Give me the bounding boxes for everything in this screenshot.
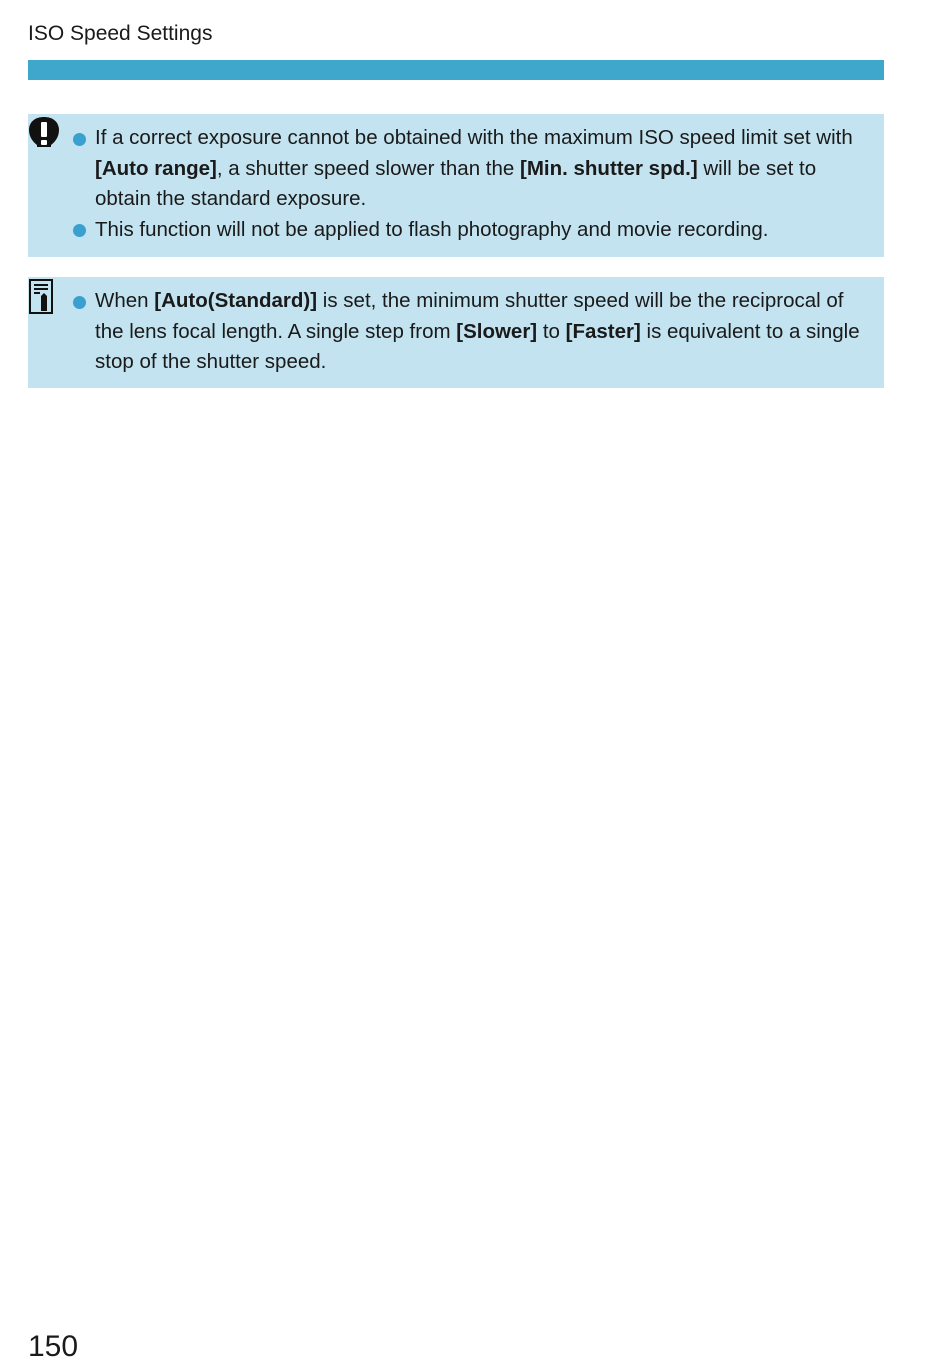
list-item: This function will not be applied to flash photography and movie recording. bbox=[95, 215, 870, 246]
memo-icon bbox=[28, 279, 60, 315]
memo-list bbox=[28, 286, 870, 378]
memo-box bbox=[28, 277, 884, 388]
caution-list bbox=[28, 123, 870, 245]
page-number: 150 bbox=[28, 1330, 79, 1363]
list-item: If a correct exposure cannot be obtained with the maximum ISO speed limit set with [Auto range], a shutter speed slower than the [Min. shutter spd.] will be set to obtain the standard exposure. bbox=[95, 123, 870, 215]
section-title: ISO Speed Settings bbox=[28, 22, 213, 45]
bullet-icon bbox=[73, 296, 86, 309]
menu-term: [Min. shutter spd.] bbox=[520, 156, 698, 180]
menu-term: [Slower] bbox=[456, 319, 538, 343]
title-bar bbox=[28, 60, 884, 80]
list-item: When [Auto(Standard)] is set, the minimum shutter speed will be the reciprocal of the lens focal length. A single step from [Slower] to [Faster] is equivalent to a single stop of the shutter speed. bbox=[95, 286, 870, 378]
bullet-icon bbox=[73, 224, 86, 237]
caution-box bbox=[28, 114, 884, 257]
menu-term: [Auto range] bbox=[95, 156, 217, 180]
bullet-icon bbox=[73, 133, 86, 146]
menu-term: [Auto(Standard)] bbox=[154, 289, 318, 312]
caution-icon bbox=[28, 116, 60, 152]
menu-term: [Faster] bbox=[565, 319, 641, 343]
